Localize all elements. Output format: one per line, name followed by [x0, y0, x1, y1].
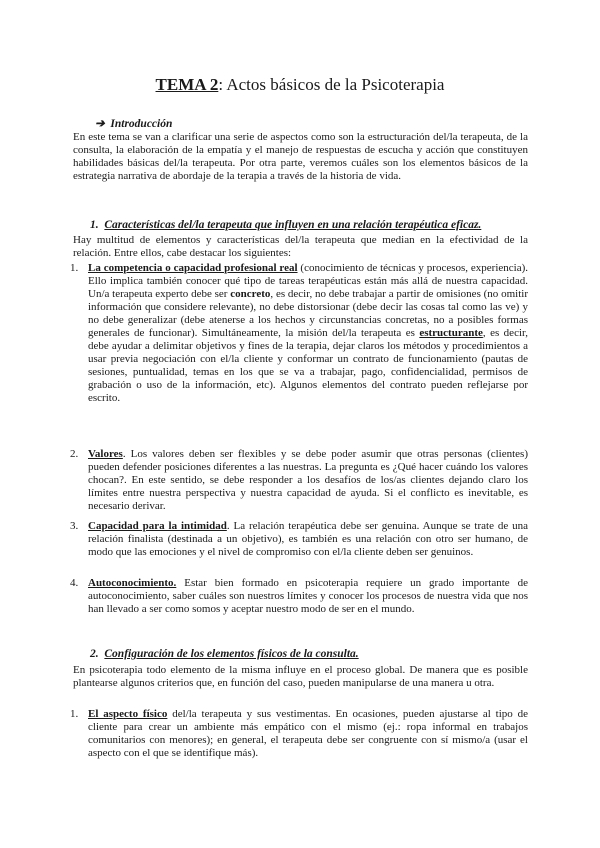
item-text: Estar bien formado en psicoterapia requiere un grado importante de autoconocimiento, saber cuáles son nuestros límites y conocer los procesos de nuestra vida que nos han llevado a ser como somos y aceptar nuestro modo de ser en el mundo. [88, 577, 528, 615]
item-text: . Los valores deben ser flexibles y se debe poder asumir que otras personas (clientes) pueden defender posiciones diferentes a las nuestras. La pregunta es ¿Qué hacer cuándo los valores chocan?. En este sentido, se debe responder a los desafíos de los/as clientes dejando claro los límites entre nuestra perspectiva y nuestra capacidad de ayuda. Si el conflicto es inevitable, es necesario derivar. [88, 448, 528, 512]
item-bold-term: Valores [88, 448, 123, 460]
intro-paragraph: En este tema se van a clarificar una serie de aspectos como son la estructuración del/la terapeuta, de la consulta, la elaboración de la empatía y el manejo de respuestas de escucha y acción que constituyen habilidades básicas del/la terapeuta. Por otra parte, veremos cuáles son los elementos básicos de la estrategia narrativa de abordaje de la terapia a través de la historia de vida. [73, 131, 528, 182]
section1-heading [90, 219, 530, 232]
item-text: , es decir, no debe trabajar a partir de omisiones (no omitir información que considere relevante), no debe distorsionar (debe decir las cosas tal como las ve) y no debe generalizar (debe atenerse a los hechos y circunstancias concretas, no a posibles formas generales de funcionar). Simultáneamente, la misión del/la terapeuta es [88, 288, 528, 339]
item-text: , es decir, debe ayudar a delimitar objetivos y fines de la terapia, dejar claros los métodos y procedimientos a usar previa negociación con el/la cliente y conformar un contrato de funcionamiento (pautas de sesiones, puntualidad, temas en los que se va a trabajar, pago, confidencialidad, permisos de grabación o uso de la información, etc). Algunos elementos del contrato pueden reflejarse por escrito. [88, 327, 528, 404]
item-bold-term: La competencia o capacidad profesional real [88, 262, 298, 274]
list-number: 1. [70, 262, 79, 274]
page-title [0, 74, 600, 96]
list-number: 1. [70, 708, 79, 720]
section1-intro: Hay multitud de elementos y características del/la terapeuta que median en la efectividad de la relación. Entre ellos, cabe destacar los siguientes: [73, 234, 528, 259]
intro-heading-text: Introducción [110, 118, 173, 130]
list-item [70, 520, 529, 559]
section1-number: 1. [90, 219, 99, 231]
item-bold-term: concreto [230, 288, 271, 300]
list-item [70, 262, 529, 405]
item-bold-term: El aspecto físico [88, 708, 168, 720]
list-item [70, 448, 528, 513]
title-rest: : Actos básicos de la Psicoterapia [218, 75, 445, 94]
item-bold-term: estructurante [419, 327, 483, 339]
list-number: 4. [70, 577, 79, 589]
list-item [70, 708, 528, 760]
section2-heading-text: Configuración de los elementos físicos de la consulta. [104, 648, 359, 660]
list-number: 3. [70, 520, 79, 532]
section2-intro: En psicoterapia todo elemento de la misma influye en el proceso global. De manera que es posible plantearse algunos criterios que, en función del caso, pueden manipularse de una manera u otra. [73, 664, 528, 689]
list-number: 2. [70, 448, 79, 460]
intro-heading [95, 118, 172, 131]
arrow-right-icon: ➔ [95, 118, 105, 130]
item-bold-term: Capacidad para la intimidad [88, 520, 227, 532]
section2-heading [90, 648, 530, 661]
item-text: . La relación terapéutica debe ser genuina. Aunque se trate de una relación finalista (destinada a un objetivo), es también es una relación con otro ser humano, de modo que las emociones y el nivel de compromiso con el/la cliente deben ser genuinos. [88, 520, 529, 558]
list-item [70, 577, 528, 616]
section1-heading-text: Características del/la terapeuta que influyen en una relación terapéutica eficaz. [104, 219, 482, 231]
section2-number: 2. [90, 648, 99, 660]
item-bold-term: Autoconocimiento. [88, 577, 177, 589]
item-text: del/la terapeuta y sus vestimentas. En ocasiones, pueden ajustarse al tipo de cliente para crear un ambiente más empático con el mismo (ej.: ropa informal en trabajos comunitarios con menores); en general, el terapeuta debe ser congruente con sí mismo/a (usar el aspecto con el que se identifique más). [88, 708, 528, 759]
item-text: (conocimiento de técnicas y procesos, experiencia). Ello implica también conocer qué tipo de tareas terapéuticas están más allá de nuestra capacidad. Un/a terapeuta experto debe ser [88, 262, 529, 300]
title-lead: TEMA 2 [155, 75, 219, 94]
